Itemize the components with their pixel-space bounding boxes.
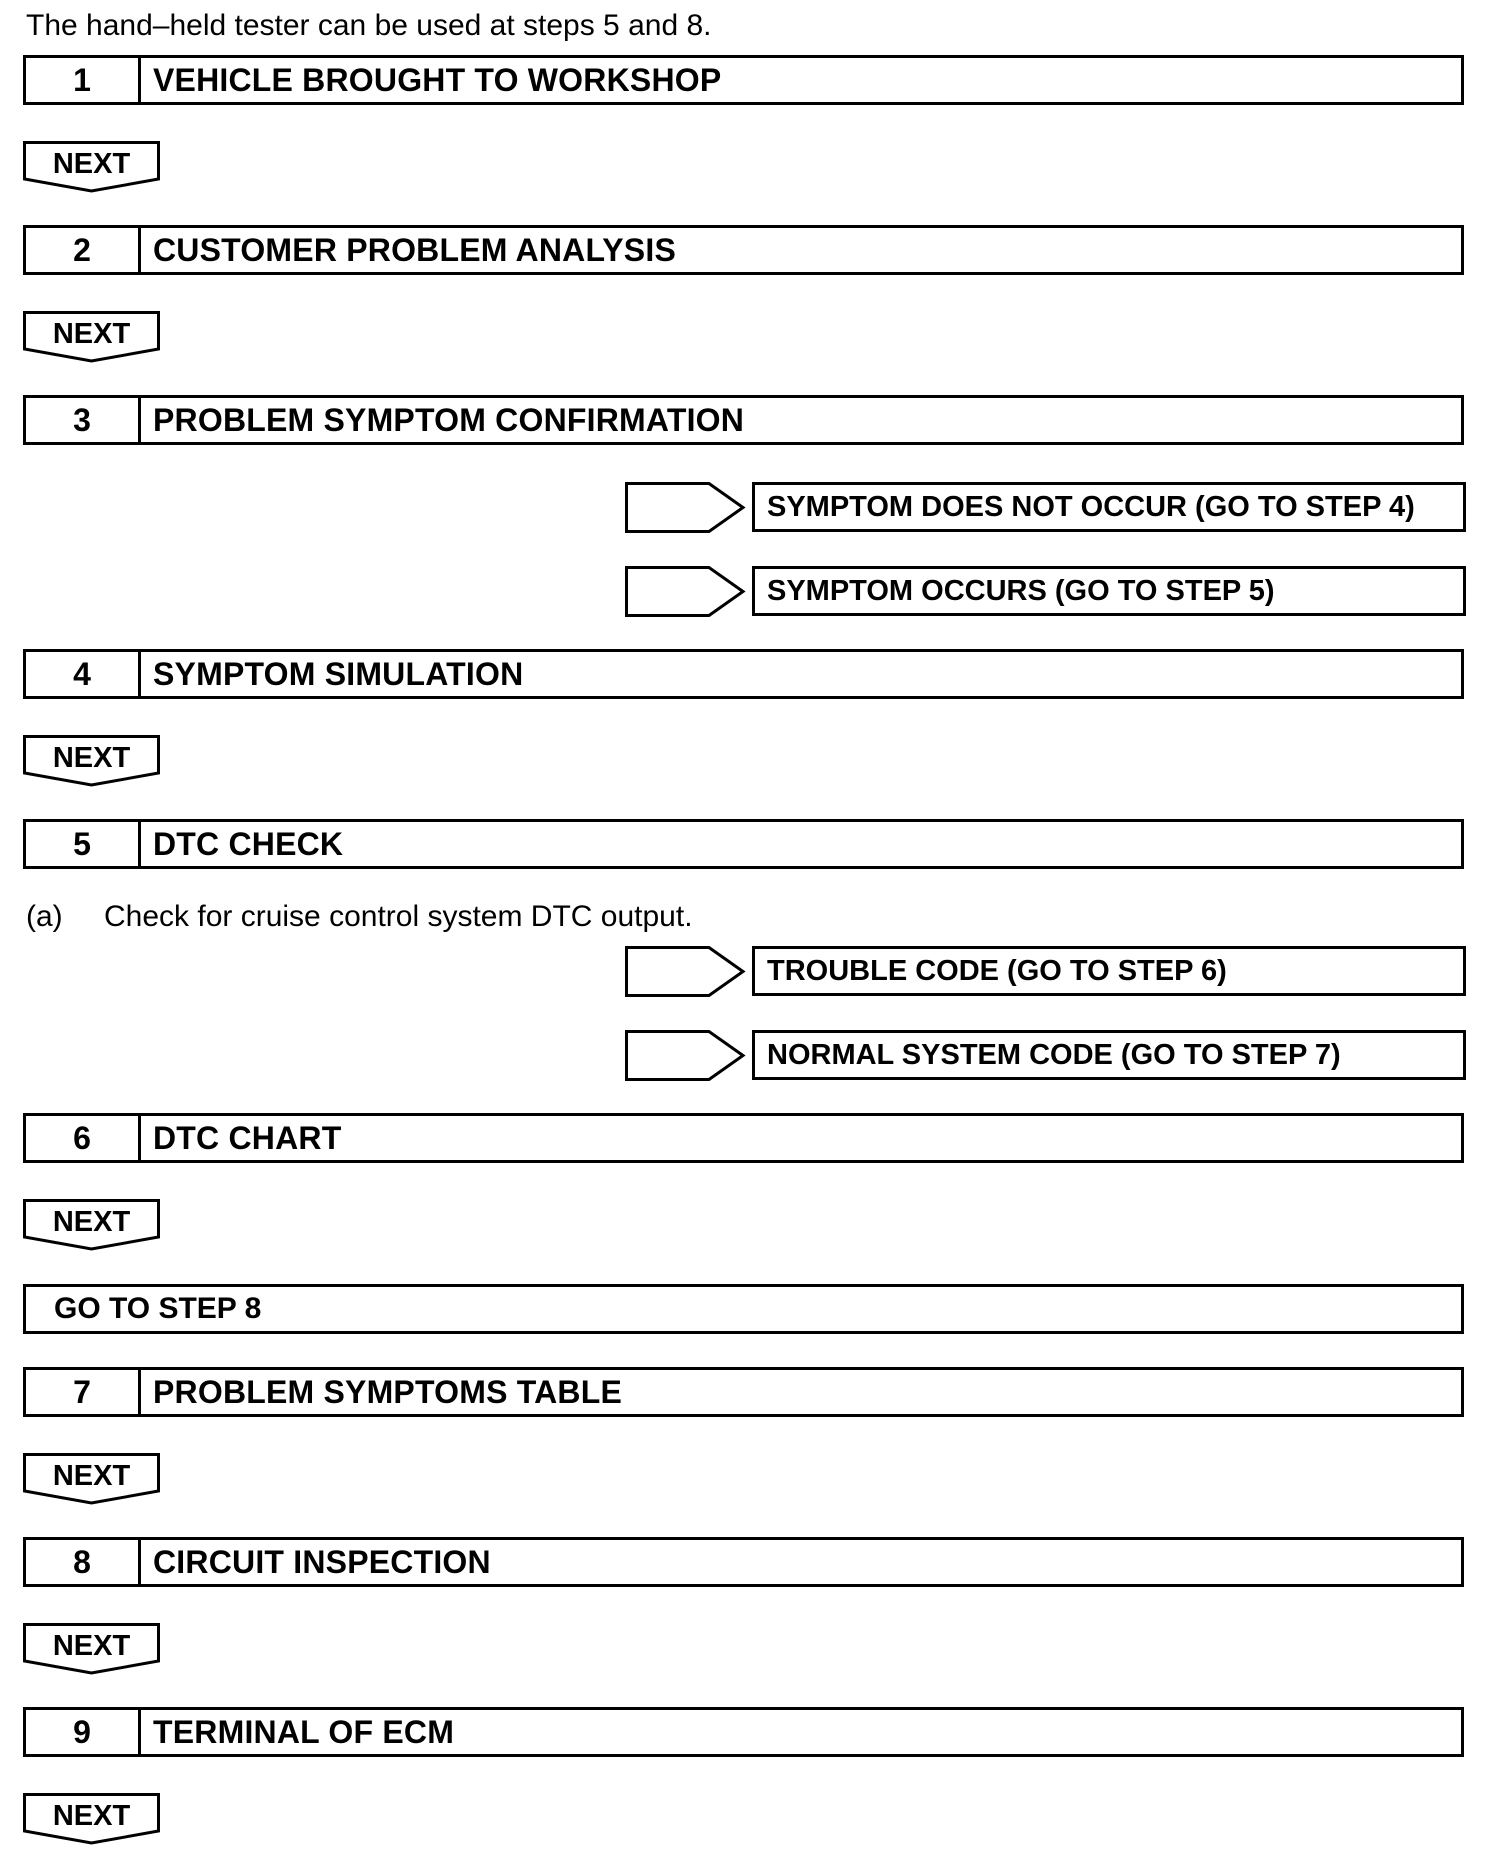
step-number: 6 xyxy=(26,1116,141,1160)
next-label: NEXT xyxy=(52,1630,131,1662)
next-label: NEXT xyxy=(52,742,131,774)
branch-result: NORMAL SYSTEM CODE (GO TO STEP 7) xyxy=(752,1030,1466,1080)
step-title: SYMPTOM SIMULATION xyxy=(153,655,524,692)
step-title: DTC CHECK xyxy=(153,825,344,862)
step-number: 8 xyxy=(26,1540,141,1584)
next-label: NEXT xyxy=(52,1206,131,1238)
next-button[interactable] xyxy=(23,1793,160,1845)
branch-symptom-not-occur[interactable] xyxy=(625,482,1470,534)
step-number: 7 xyxy=(26,1370,141,1414)
step-7 xyxy=(23,1367,1464,1417)
next-button[interactable] xyxy=(23,1623,160,1675)
branch-arrow-icon xyxy=(625,946,750,998)
step-number: 5 xyxy=(26,822,141,866)
step-title: CUSTOMER PROBLEM ANALYSIS xyxy=(153,231,676,268)
branch-result: SYMPTOM OCCURS (GO TO STEP 5) xyxy=(752,566,1466,616)
branch-arrow-icon xyxy=(625,482,750,534)
step-5 xyxy=(23,819,1464,869)
step-number: 1 xyxy=(26,58,141,102)
step-1 xyxy=(23,55,1464,105)
step-3 xyxy=(23,395,1464,445)
substep-tag: (a) xyxy=(26,900,63,933)
next-label: NEXT xyxy=(52,318,131,350)
step-title: CIRCUIT INSPECTION xyxy=(153,1543,491,1580)
next-button[interactable] xyxy=(23,1453,160,1505)
step-title: PROBLEM SYMPTOMS TABLE xyxy=(153,1373,623,1410)
step-number: 2 xyxy=(26,228,141,272)
branch-result: SYMPTOM DOES NOT OCCUR (GO TO STEP 4) xyxy=(752,482,1466,532)
branch-arrow-icon xyxy=(625,1030,750,1082)
next-label: NEXT xyxy=(52,1800,131,1832)
goto-step-8[interactable]: GO TO STEP 8 xyxy=(23,1284,1464,1334)
step-number: 3 xyxy=(26,398,141,442)
branch-trouble-code[interactable] xyxy=(625,946,1470,998)
step-title: VEHICLE BROUGHT TO WORKSHOP xyxy=(153,61,722,98)
step-title: TERMINAL OF ECM xyxy=(153,1713,455,1750)
next-label: NEXT xyxy=(52,148,131,180)
next-button[interactable] xyxy=(23,141,160,193)
next-button[interactable] xyxy=(23,311,160,363)
step-9 xyxy=(23,1707,1464,1757)
step-6 xyxy=(23,1113,1464,1163)
step-8 xyxy=(23,1537,1464,1587)
step-number: 4 xyxy=(26,652,141,696)
intro-note: The hand–held tester can be used at steps 5 and 8. xyxy=(26,9,712,42)
substep-a xyxy=(26,897,693,937)
substep-text: Check for cruise control system DTC output. xyxy=(104,900,693,933)
step-2 xyxy=(23,225,1464,275)
step-number: 9 xyxy=(26,1710,141,1754)
step-title: DTC CHART xyxy=(153,1119,342,1156)
next-button[interactable] xyxy=(23,1199,160,1251)
branch-normal-code[interactable] xyxy=(625,1030,1470,1082)
next-button[interactable] xyxy=(23,735,160,787)
branch-result: TROUBLE CODE (GO TO STEP 6) xyxy=(752,946,1466,996)
branch-symptom-occurs[interactable] xyxy=(625,566,1470,618)
step-4 xyxy=(23,649,1464,699)
step-title: PROBLEM SYMPTOM CONFIRMATION xyxy=(153,401,745,438)
branch-arrow-icon xyxy=(625,566,750,618)
next-label: NEXT xyxy=(52,1460,131,1492)
